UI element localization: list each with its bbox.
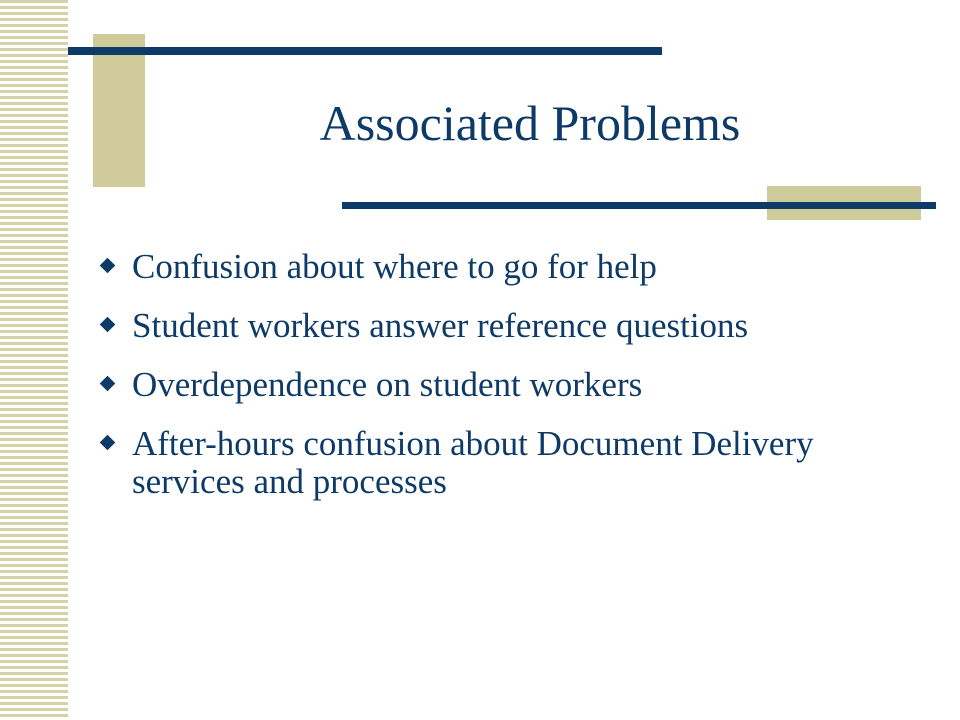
decorative-tan-block-left	[93, 34, 145, 187]
slide-title: Associated Problems	[319, 95, 741, 151]
decorative-bar-middle	[342, 202, 936, 209]
bullet-item	[100, 248, 920, 286]
bullet-text: Student workers answer reference questions	[132, 306, 749, 345]
bullet-text: After-hours confusion about Document Delivery services and processes	[132, 424, 814, 501]
bullet-item	[100, 307, 920, 345]
diamond-bullet-icon	[100, 258, 116, 274]
diamond-bullet-icon	[100, 435, 116, 451]
diamond-bullet-icon	[100, 317, 116, 333]
bullet-list	[100, 248, 920, 522]
striped-border	[0, 0, 68, 720]
bullet-item	[100, 366, 920, 404]
decorative-bar-top	[68, 47, 662, 55]
bullet-item	[100, 425, 920, 501]
bullet-text: Confusion about where to go for help	[132, 247, 657, 286]
bullet-text: Overdependence on student workers	[132, 365, 643, 404]
diamond-bullet-icon	[100, 376, 116, 392]
